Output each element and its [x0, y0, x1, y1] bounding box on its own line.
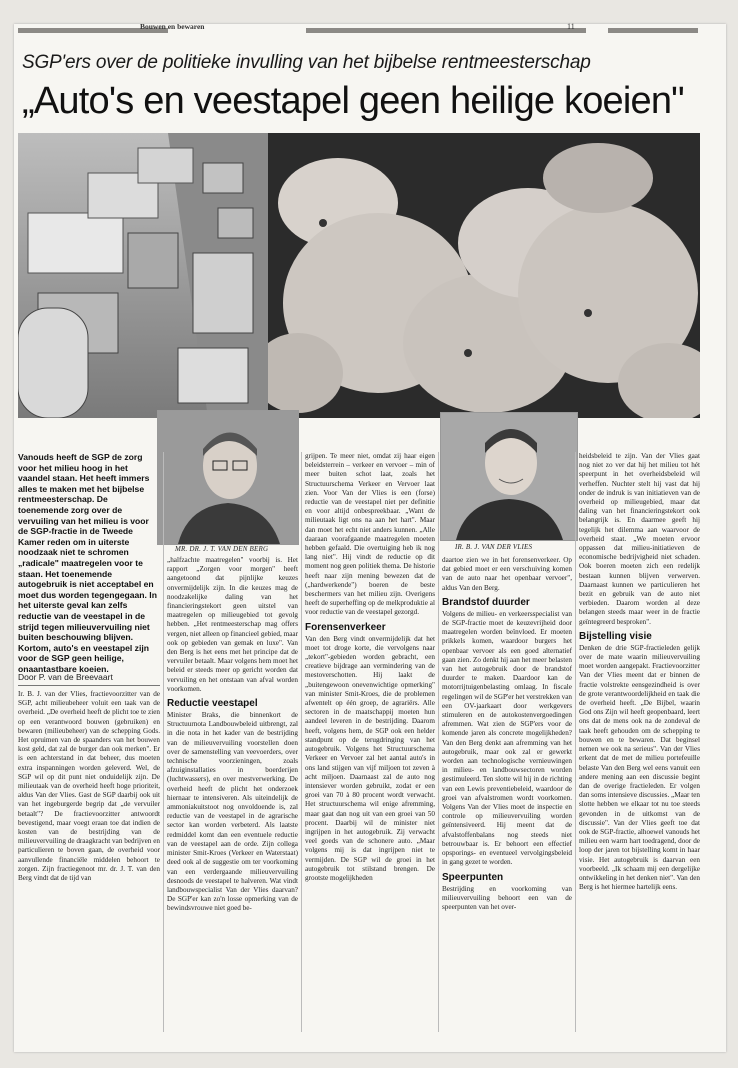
- body-text: Minister Braks, die binnenkort de Structuurnota Landbouwbeleid uitbrengt, zal in die nota in het kader van de bestrijding van de milieuvervuiling voorstellen doen over de samenstelling van veevoerders, over technische voorzieningen, zoals afzuiginstallaties in boerderijen (luchtwassers), en over mestverwerking. De overheid heeft de plicht het onderzoek hiernaar te intensiveren. Als uiteindelijk de ammoniakuitstoot nog onvoldoende is, zal reductie van de veestapel in de agrarische sector kan worden verbeterd. Als laatste redmiddel komt dan een eventuele reductie van de veestapel aan de orde. Zijn collega minister Smit-Kroes (Verkeer en Waterstaat) deed ook al de suggestie om ter voorkoming van een verdergaande milieuvervuiling desnoods de veestapel te halveren. Wat vindt landbouwspecialist Van der Vlies daarvan? De SGP'er kan zo'n losse opmerking van de bewindsvrouwe niet goed be-: [167, 711, 298, 913]
- body-text: Van den Berg vindt onvermijdelijk dat het moet tot droge korte, die vervolgens naar „tekort"-gebieden worden gebracht, een creatieve bijdrage aan vermindering van de mestoverschotten. Hij laakt de „buitengewoon onevenwichtige opmerking" van minister Smit-Kroes, die de problemen afwentelt op één groep, de agrariërs. Alle sectoren in de maatschappij moeten hun aandeel leveren in de bestrijding. Daarom heeft, volgens hem, de SGP ook een helder standpunt op de terugdringing van het autogebruik. Volgens het Structuurschema Verkeer en Vervoer zal het aantal auto's in ons land stijgen van vijf miljoen tot zeven à acht miljoen. Daarnaast zal de auto nog intensiever worden gebruikt, zodat er een groei van 70 à 80 procent wordt verwacht. Het structuurschema wil enige afremming, maar gaat dan nog uit van een groei van 50 procent. Daarbij wil de minister niet ingrijpen in het autogebruik. Zij verwacht veel goeds van de schonere auto. „Maar volgens mij is dat ingrijpen niet te vermijden. De SGP wil de groei in het autogebruik tot stilstand brengen. De grootste mogelijkheden: [305, 634, 435, 882]
- body-text: heidsbeleid te zijn. Van der Vlies gaat nog niet zo ver dat hij het milieu tot hét speerpunt in het overheidsbeleid wil verheffen. Nuchter stelt hij vast dat hij onder de indruk is van initiatieven van de overheid op milieugebied, maar dat daling van het financieringstekort ook belangrijk is. En daarmee geeft hij tegelijk het dilemma aan waarvoor de overheid staat. „We moeten ervoor oppassen dat milieu-initiatieven de economische bedrijvigheid niet schaden. Ook boeren moeten zich een redelijk bestaan kunnen blijven verwerven. Daarnaast kunnen we particulieren het bezit en gebruik van de auto niet verbieden. Daarom worden al deze belangen steeds maar weer in de fractie geïntegreerd besproken".: [579, 452, 700, 626]
- subheading-reductie: Reductie veestapel: [167, 698, 258, 710]
- portrait-van-der-vlies: [440, 412, 578, 541]
- lead-paragraph: Vanouds heeft de SGP de zorg voor het milieu hoog in het vaandel staan. Het heeft immers alles te maken met het bijbelse rentmeesterschap. De toenemende zorg over de vervuiling van het milieu is voor de SGP-fractie in de Tweede Kamer reden om in uiterste noodzaak niet te schromen „radicale" maatregelen voor te staan. Het toenemende autogebruik is niet acceptabel en moet dus worden tegengegaan. In het uiterste geval kan zelfs reductie van de veestapel in de strijd tegen milieuvervuiling niet buiten beschouwing blijven. Kortom, auto's en veestapel zijn voor de SGP geen heilige, onaantastbare koeien.: [18, 452, 157, 674]
- article-column-3: [305, 452, 435, 1046]
- header-rule: [18, 28, 700, 34]
- article-column-2: [167, 556, 298, 1046]
- article-column-5: [579, 452, 700, 1046]
- subheading-speerpunten: Speerpunten: [442, 871, 504, 883]
- body-text: Bestrijding en voorkoming van milieuvervuiling behoort een van de speerpunten van het over-: [442, 884, 572, 911]
- subheading-forensenverkeer: Forensenverkeer: [305, 621, 386, 633]
- body-text: daartoe zien we in het forensenverkeer. Op dat gebied moet er een verschuiving komen van de auto naar het openbaar vervoer", aldus Van den Berg.: [442, 556, 572, 592]
- page-number: 11: [567, 22, 575, 31]
- byline: Door P. van de Breevaart: [18, 672, 160, 686]
- article-column-1: [18, 690, 160, 1045]
- pigs-photo: [268, 133, 700, 418]
- portrait-van-den-berg: [157, 410, 299, 545]
- body-text: Denken de drie SGP-fractieleden gelijk over de mate waarin milieuvervuiling moet worden aangepakt. Fractievoorzitter Van der Vlies meent dat er binnen de fractie volstrekte eensgezindheid is over de grote verantwoordelijkheid en taak die de overheid heeft. „De Bijbel, waarin God ons Zijn wil heeft geopenbaard, leert ons dat de mens ook na de zondeval de taak heeft gehouden om de schepping te bouwen en te bewaren. Dat beginsel nemen we ook na serieus". Van der Vlies erkent dat de met de milieu portefeuille belaste Van den Berg wel eens vanuit een andere mening aan een discussie begint dan de overige fractieleden. Er volgen dan soms intensieve discussies. „Maar ten slotte hebben we elkaar tot nu toe steeds gevonden in de uitkomst van de discussie". Van der Vlies geeft toe dat ook de SGP-fractie, alhoewel vanouds het milieu een warm hart toedragend, door de loop der jaren tot bijstelling komt in haar visie. Het autogebruik is daarvan een voorbeeld. „Ik schaam mij een dergelijke ontwikkeling in het denken niet". Van den Berg is het hiermee hartelijk eens.: [579, 643, 700, 892]
- caption-van-den-berg: MR. DR. J. T. VAN DEN BERG: [175, 545, 269, 553]
- body-text: Volgens de milieu- en verkeersspecialist van de SGP-fractie moet de keuzevrijheid door maatregelen worden beïnvloed. Er moeten prikkels komen, waardoor burgers het openbaar vervoer als een goed alternatief gaan zien. Zo denkt hij aan het meer belasten van het autogebruik door de brandstof duurder te maken. Daardoor kan de motorrijtuigenbelasting omlaag. In fiscale regelingen wil de SGP'er het verstrekken van een OV-jaarkaart door werkgevers stimuleren en de autokostenvergoedingen afremmen. Wat zien de SGP'ers voor de komende jaren als concrete mogelijkheden? Van den Berg denkt aan afremming van het autogebruik, maar ook zal er gewerkt worden aan technologische vernieuwingen in milieu- en landbouwsectoren worden gestimuleerd. Ten slotte wil hij in de richting van een Lewis preventiebeleid, waardoor de groei van afvalstromen wordt voorkomen. Volgens Van der Vlies moet de inspectie en controle op milieuvervuiling worden geïntensiveerd. Hij meent dat de afvalstoffenbalans nog steeds niet betrouwbaar is. Er behoort een effectief opsporings- en eventueel vervolgingsbeleid in gang gezet te worden.: [442, 609, 572, 867]
- kicker: SGP'ers over de politieke invulling van het bijbelse rentmeesterschap: [22, 52, 591, 73]
- headline: „Auto's en veestapel geen heilige koeien": [22, 80, 684, 122]
- article-column-4: [442, 556, 572, 1046]
- body-text: grijpen. Te meer niet, omdat zij haar eigen beleidsterrein – verkeer en vervoer – min of meer buiten schot laat, zoals het Structuurschema Verkeer en Vervoer laat zien. Voor Van der Vlies is een (forse) reductie van de veestapel niet per definitie en voor altijd onbespreekbaar. „Want de milieutaak ligt ons na aan het hart". Maar dan moet het echt niet anders kunnen. „Alle daaraan voorafgaande maatregelen moeten hebben gefaald. Die overtuiging heb ik nog lang niet". Hij vindt de reductie op dit moment nog geen politiek thema. De historie heeft naar zijn mening bewezen dat de („hardwerkende") boeren de beste beschermers van het milieu zijn. Overigens heeft de superheffing op de melkproduktie al voor reductie van de veestapel gezorgd.: [305, 452, 435, 617]
- caption-van-der-vlies: IR. B. J. VAN DER VLIES: [455, 543, 533, 551]
- section-title: Bouwen en bewaren: [140, 22, 205, 31]
- subheading-bijstelling: Bijstelling visie: [579, 630, 652, 642]
- subheading-brandstof: Brandstof duurder: [442, 596, 530, 608]
- body-text: Ir. B. J. van der Vlies, fractievoorzitter van de SGP, acht milieubeheer voluit een taak van de overheid. „De overheid heeft de plicht toe te zien op een verantwoord bouwen (gebruiken) en bewaren (milieubeheer) van de schepping Gods. Het opruimen van de spaanders van het bouwen kost geld, dat zal de burger dan ook merken". Er is een achterstand in dat beheer, dus moeten extra inspanningen worden geleverd. Wel, de SGP wil op dit punt niet onduidelijk zijn. De milieutaak van de overheid heeft hoge prioriteit, aldus Van der Vlies. Gast de SGP daarbij ook uit van het ingeburgerde begrip dat „de vervuiler betaalt"? De fractievoorzitter antwoordt bevestigend, maar voegt eraan toe dat indien de kosten van de bestrijding van de milieuvervuiling de draagkracht van bedrijven en particulieren te boven gaan, de overheid voor aanvullende financiële middelen behoort te zorgen. Zijn fractiegenoot mr. dr. J. T. van den Berg vindt dat de tijd van: [18, 690, 160, 883]
- traffic-jam-photo: [18, 133, 268, 418]
- body-text: „halfzachte maatregelen" voorbij is. Het rapport „Zorgen voor morgen" heeft aangetoond dat pijnlijke keuzes onvermijdelijk zijn. In die keuzes mag de noodzakelijke daling van het financieringstekort geen uitstel van maatregelen op milieugebied tot gevolg hebben. „Het rentmeesterschap mag offers vergen, niet alleen op financieel gebied, maar ook op gebieden van gemak en luxe". Van den Berg is het eens met het principe dat de vervuiler betaalt. Maar volgens hem moet het beleid er steeds meer op gericht worden dat vervuiling en het ontstaan van afval worden voorkomen.: [167, 556, 298, 693]
